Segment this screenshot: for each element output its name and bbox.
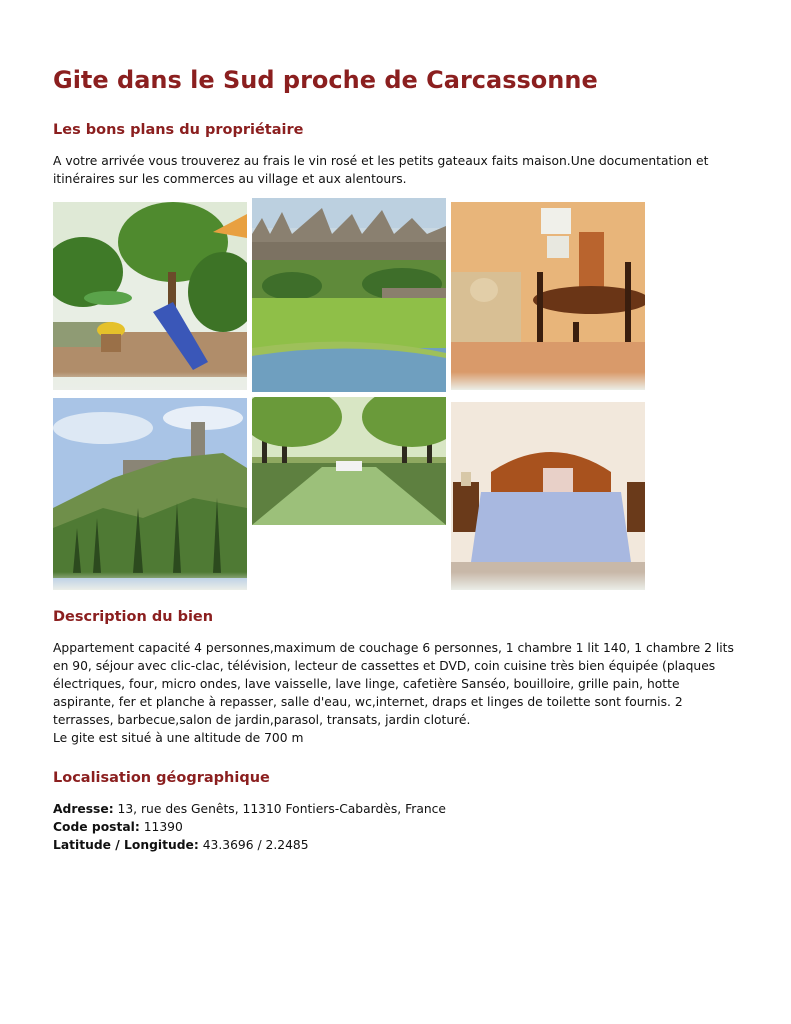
location-block [53, 800, 743, 854]
plans-text: A votre arrivée vous trouverez au frais le vin rosé et les petits gateaux faits maison.Une documentation et itinéraires sur les commerces au village et aux alentours. [53, 154, 709, 186]
photo-bedroom [451, 402, 645, 590]
postal-label: Code postal: [53, 820, 140, 834]
address-line [53, 800, 743, 818]
postal-line [53, 818, 743, 836]
photo-kitchen-dining [451, 202, 645, 390]
latlon-value: 43.3696 / 2.2485 [198, 838, 309, 852]
latlon-line [53, 836, 743, 854]
postal-value: 11390 [139, 820, 183, 834]
altitude-text: Le gite est situé à une altitude de 700 m [53, 731, 304, 745]
latlon-label: Latitude / Longitude: [53, 838, 199, 852]
photo-hill-castle [53, 398, 247, 590]
address-value: 13, rue des Genêts, 11310 Fontiers-Cabardès, France [113, 802, 446, 816]
photo-carcassonne-cite [252, 198, 446, 392]
address-label: Adresse: [53, 802, 114, 816]
section-heading-plans: Les bons plans du propriétaire [53, 122, 304, 138]
section-heading-description: Description du bien [53, 609, 214, 625]
photo-canal-du-midi [252, 397, 446, 525]
page-title: Gite dans le Sud proche de Carcassonne [53, 66, 598, 94]
description-block [53, 639, 743, 747]
section-heading-location: Localisation géographique [53, 770, 270, 786]
description-text: Appartement capacité 4 personnes,maximum de couchage 6 personnes, 1 chambre 1 lit 140, 1 chambre 2 lits en 90, séjour avec clic-clac, télévision, lecteur de cassettes et DVD, coin cuisine très bien équipée (plaques électriques, four, micro ondes, lave vaisselle, lave linge, cafetière Sanséo, bouilloire, grille pain, hotte aspirante, fer et planche à repasser, salle d'eau, wc,internet, draps et linges de toilette sont fournis. 2 terrasses, barbecue,salon de jardin,parasol, transats, jardin cloturé. [53, 641, 734, 727]
photo-garden-terrace [53, 202, 247, 390]
photo-gallery [53, 198, 647, 592]
